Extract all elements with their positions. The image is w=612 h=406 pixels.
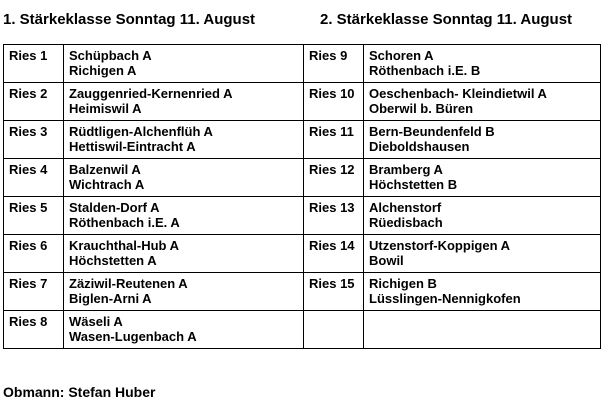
team-b: Hettiswil-Eintracht A bbox=[69, 139, 196, 154]
table-row bbox=[4, 45, 601, 83]
table-row bbox=[4, 273, 601, 311]
teams-cell bbox=[64, 121, 304, 159]
team-b: Heimiswil A bbox=[69, 101, 142, 116]
team-a: Stalden-Dorf A bbox=[69, 200, 160, 215]
team-b: Bowil bbox=[369, 253, 404, 268]
teams-cell bbox=[364, 83, 601, 121]
teams-cell bbox=[64, 197, 304, 235]
team-a: Rüdtligen-Alchenflüh A bbox=[69, 124, 213, 139]
team-a: Krauchthal-Hub A bbox=[69, 238, 180, 253]
teams-cell bbox=[64, 235, 304, 273]
table-row bbox=[4, 121, 601, 159]
team-a: Oeschenbach- Kleindietwil A bbox=[369, 86, 547, 101]
ries-cell: Ries 9 bbox=[304, 45, 364, 83]
team-a: Bramberg A bbox=[369, 162, 443, 177]
team-a: Schüpbach A bbox=[69, 48, 152, 63]
ries-cell: Ries 2 bbox=[4, 83, 64, 121]
teams-cell bbox=[64, 311, 304, 349]
team-b: Wasen-Lugenbach A bbox=[69, 329, 197, 344]
team-b: Höchstetten B bbox=[369, 177, 458, 192]
table-row bbox=[4, 235, 601, 273]
ries-cell bbox=[304, 311, 364, 349]
ries-cell: Ries 5 bbox=[4, 197, 64, 235]
table-row bbox=[4, 159, 601, 197]
ries-cell: Ries 15 bbox=[304, 273, 364, 311]
team-a: Bern-Beundenfeld B bbox=[369, 124, 495, 139]
ries-cell: Ries 7 bbox=[4, 273, 64, 311]
schedule-body bbox=[4, 45, 601, 349]
table-row bbox=[4, 311, 601, 349]
ries-cell: Ries 11 bbox=[304, 121, 364, 159]
team-b: Dieboldshausen bbox=[369, 139, 470, 154]
teams-cell bbox=[64, 45, 304, 83]
ries-cell: Ries 6 bbox=[4, 235, 64, 273]
team-b: Höchstetten A bbox=[69, 253, 157, 268]
teams-cell bbox=[364, 121, 601, 159]
ries-cell: Ries 14 bbox=[304, 235, 364, 273]
ries-cell: Ries 1 bbox=[4, 45, 64, 83]
ries-cell: Ries 3 bbox=[4, 121, 64, 159]
teams-cell bbox=[364, 273, 601, 311]
heading-class-1: 1. Stärkeklasse Sonntag 11. August bbox=[3, 11, 256, 28]
teams-cell bbox=[364, 311, 601, 349]
team-a: Wäseli A bbox=[69, 314, 123, 329]
team-b: Röthenbach i.E. A bbox=[69, 215, 180, 230]
ries-cell: Ries 8 bbox=[4, 311, 64, 349]
teams-cell bbox=[64, 273, 304, 311]
teams-cell bbox=[64, 83, 304, 121]
team-b: Biglen-Arni A bbox=[69, 291, 152, 306]
table-row bbox=[4, 83, 601, 121]
team-a: Zäziwil-Reutenen A bbox=[69, 276, 188, 291]
teams-cell bbox=[364, 197, 601, 235]
ries-cell: Ries 12 bbox=[304, 159, 364, 197]
teams-cell bbox=[64, 159, 304, 197]
team-a: Alchenstorf bbox=[369, 200, 442, 215]
team-a: Schoren A bbox=[369, 48, 434, 63]
team-b: Lüsslingen-Nennigkofen bbox=[369, 291, 521, 306]
teams-cell bbox=[364, 45, 601, 83]
ries-cell: Ries 10 bbox=[304, 83, 364, 121]
team-a: Richigen B bbox=[369, 276, 437, 291]
team-b: Richigen A bbox=[69, 63, 137, 78]
heading-class-2: 2. Stärkeklasse Sonntag 11. August bbox=[320, 11, 573, 28]
team-a: Balzenwil A bbox=[69, 162, 141, 177]
team-b: Oberwil b. Büren bbox=[369, 101, 474, 116]
team-b: Röthenbach i.E. B bbox=[369, 63, 481, 78]
team-b: Wichtrach A bbox=[69, 177, 145, 192]
team-a: Zauggenried-Kernenried A bbox=[69, 86, 233, 101]
obmann-label: Obmann: Stefan Huber bbox=[3, 384, 156, 400]
team-a: Utzenstorf-Koppigen A bbox=[369, 238, 511, 253]
ries-cell: Ries 13 bbox=[304, 197, 364, 235]
teams-cell bbox=[364, 235, 601, 273]
schedule-table bbox=[3, 44, 601, 349]
ries-cell: Ries 4 bbox=[4, 159, 64, 197]
teams-cell bbox=[364, 159, 601, 197]
table-row bbox=[4, 197, 601, 235]
team-b: Rüedisbach bbox=[369, 215, 443, 230]
